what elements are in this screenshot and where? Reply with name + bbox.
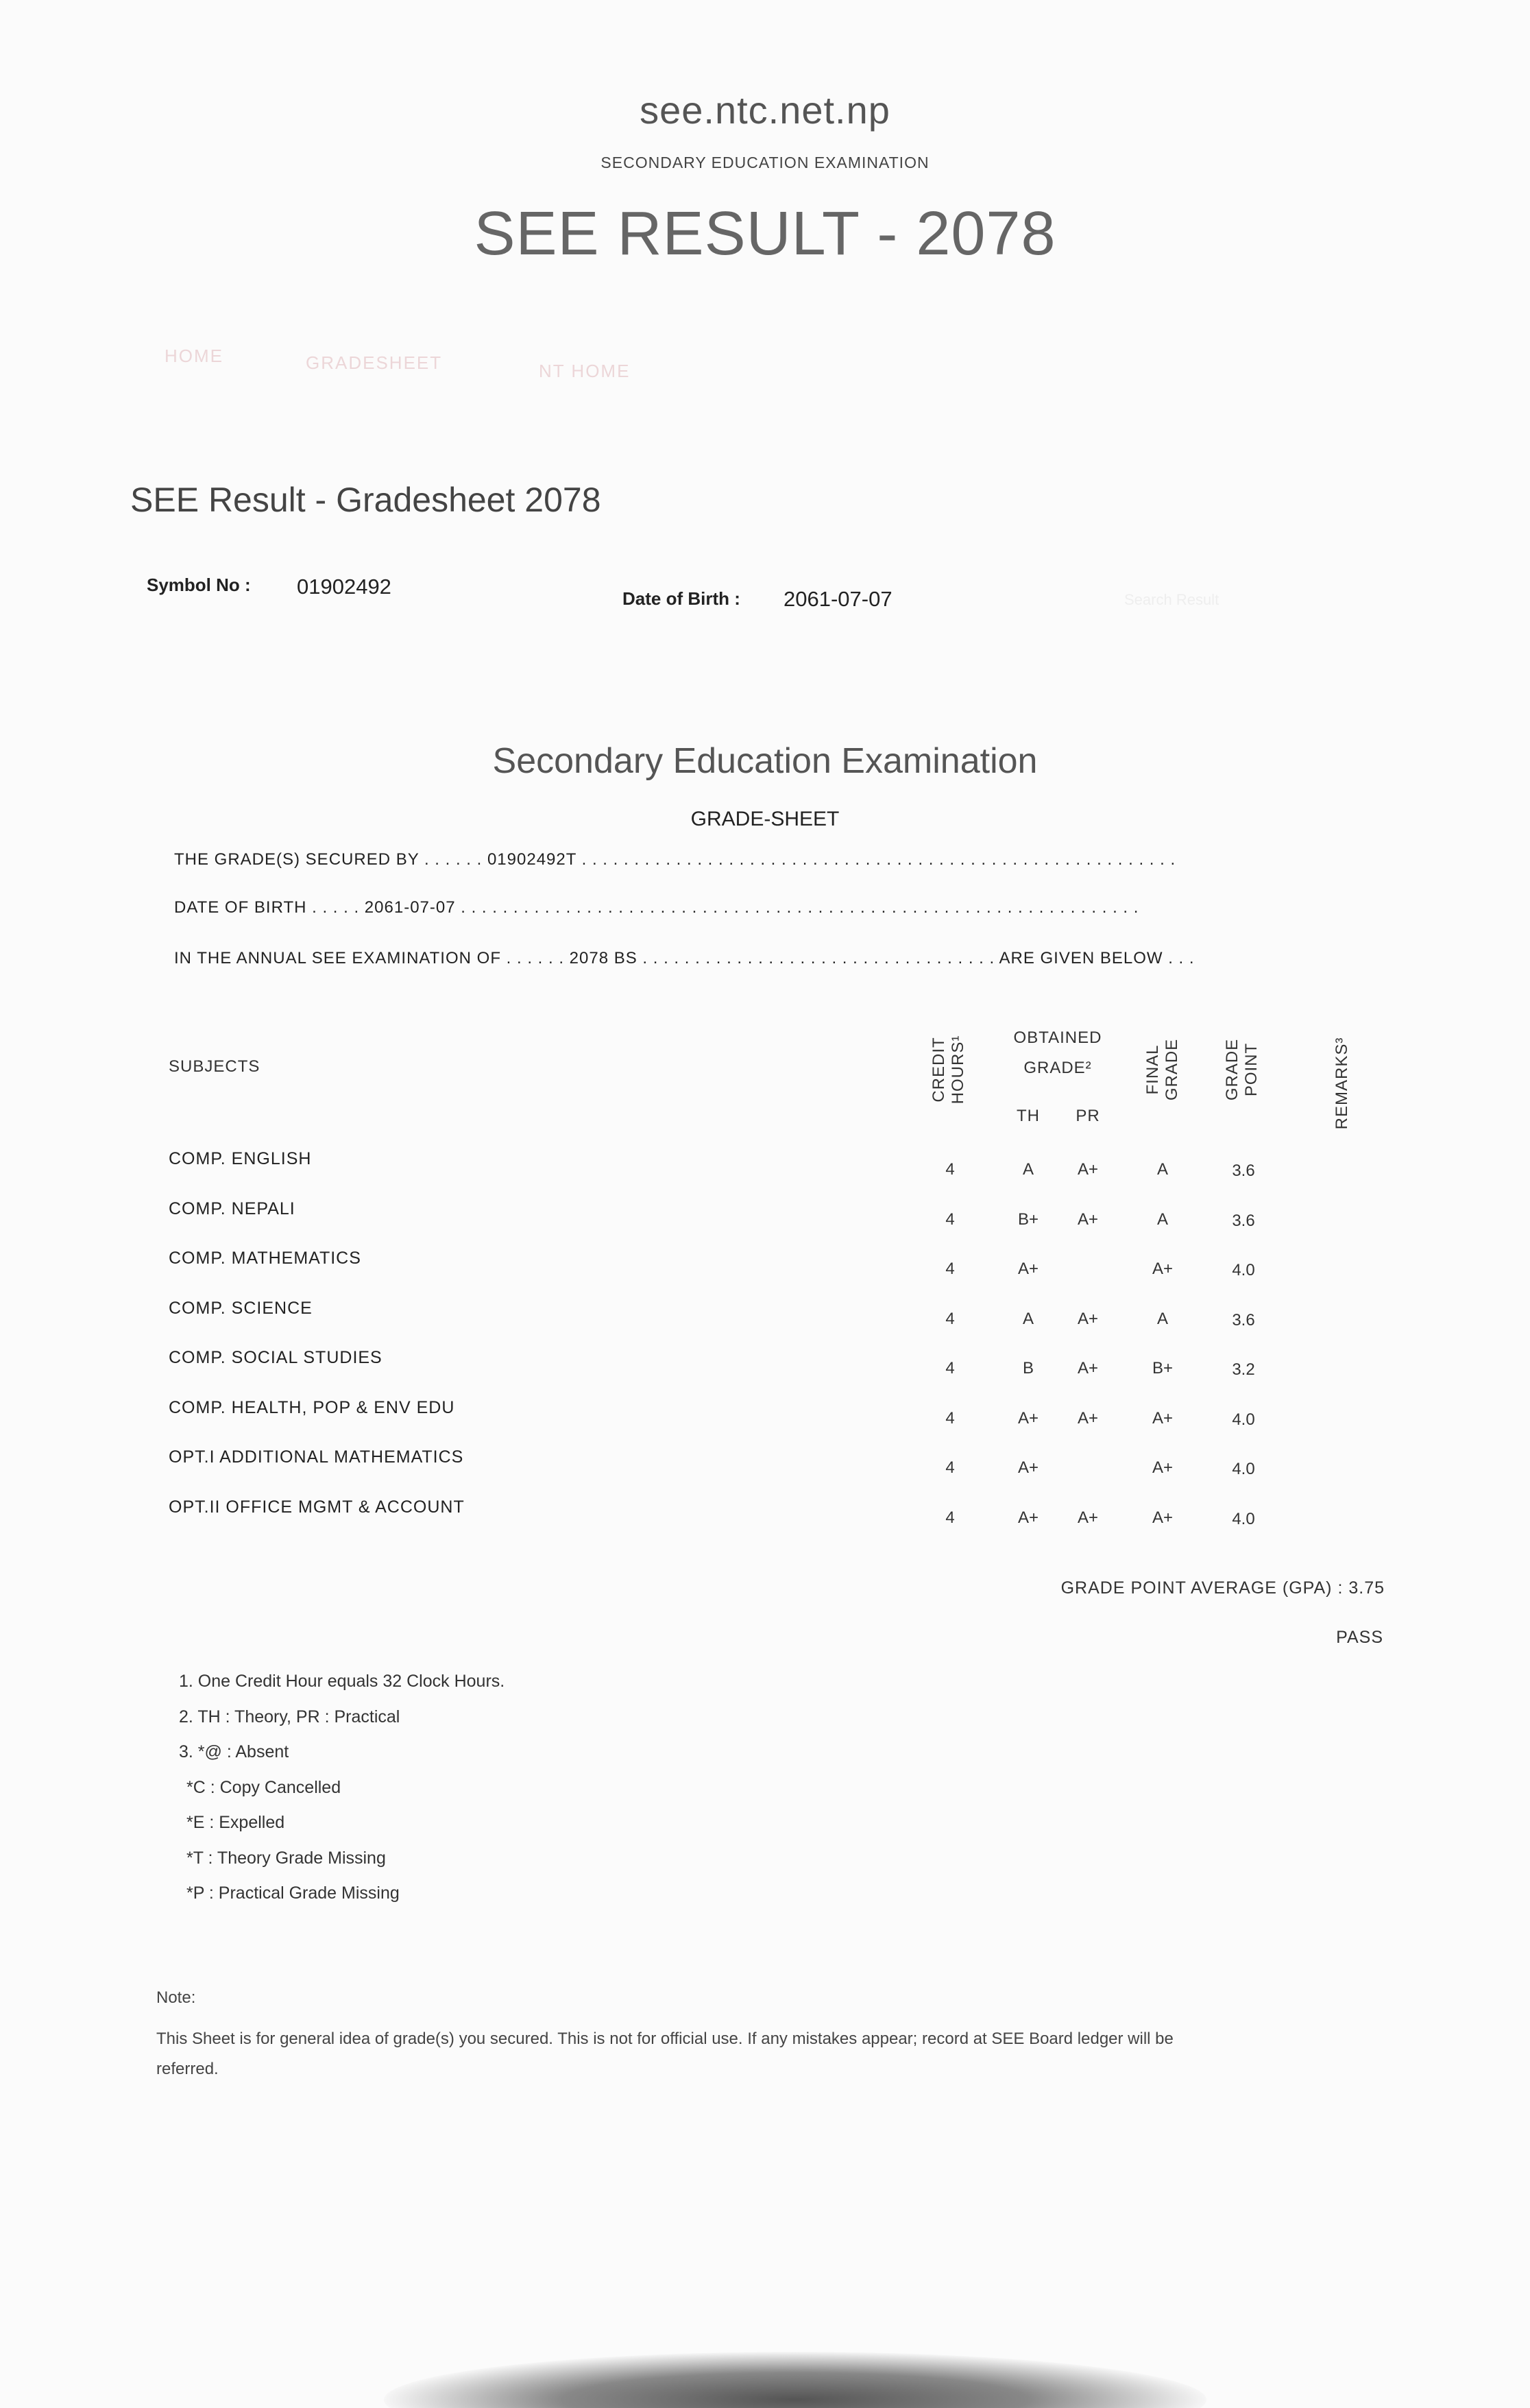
header-obtained: OBTAINED [1013, 1028, 1102, 1047]
theory-grade: B+ [1017, 1209, 1039, 1229]
subject-name: OPT.II OFFICE MGMT & ACCOUNT [169, 1497, 465, 1517]
footnote: 3. *@ : Absent [179, 1742, 289, 1761]
secured-by-line: THE GRADE(S) SECURED BY . . . . . . 01902492T . . . . . . . . . . . . . . . . . . . . . . . . . . . . . . . . . . . . . . . . . . . . . . . . . . . . . . . . . [174, 850, 1176, 869]
final-grade: A+ [1152, 1458, 1174, 1477]
practical-grade: A+ [1077, 1309, 1099, 1328]
practical-grade: A+ [1077, 1359, 1099, 1377]
theory-grade: A [1022, 1160, 1034, 1179]
credit-hours: 4 [945, 1458, 955, 1477]
dob-label: Date of Birth : [622, 588, 740, 609]
practical-grade: A+ [1077, 1508, 1099, 1527]
nav-nt-home[interactable]: NT HOME [539, 361, 631, 381]
final-grade: A [1156, 1160, 1169, 1179]
header-gp-point: POINT [1242, 1042, 1261, 1097]
header-grade-point [1223, 1039, 1261, 1100]
subject-name: COMP. ENGLISH [169, 1149, 312, 1168]
header-hours: HOURS¹ [949, 1035, 967, 1105]
note-label: Note: [156, 1988, 196, 2007]
page-title: SEE Result - Gradesheet 2078 [130, 481, 601, 519]
final-grade: B+ [1152, 1359, 1174, 1377]
exam-line: IN THE ANNUAL SEE EXAMINATION OF . . . . . . 2078 BS . . . . . . . . . . . . . . . . . . . . . . . . . . . . . . . . . . ARE GIVEN BELOW . . . [174, 949, 1195, 967]
final-grade: A+ [1152, 1508, 1174, 1527]
grade-point: 4.0 [1232, 1410, 1255, 1429]
nav-gradesheet[interactable]: GRADESHEET [306, 352, 443, 373]
symbol-label: Symbol No : [147, 575, 251, 595]
credit-hours: 4 [945, 1260, 955, 1278]
grade-point: 4.0 [1232, 1509, 1255, 1528]
header-pr: PR [1076, 1107, 1100, 1125]
practical-grade: A+ [1077, 1209, 1099, 1229]
sheet-title: Secondary Education Examination [492, 741, 1038, 781]
dob-input[interactable]: 2061-07-07 [784, 587, 892, 611]
grade-point: 3.2 [1232, 1360, 1255, 1379]
footnote: *P : Practical Grade Missing [186, 1883, 400, 1903]
gpa: GRADE POINT AVERAGE (GPA) : 3.75 [1060, 1578, 1385, 1598]
dob-line: DATE OF BIRTH . . . . . 2061-07-07 . . . . . . . . . . . . . . . . . . . . . . . . . . . . . . . . . . . . . . . . . . . . . . . . . . . . . . . . . . . . . . . . . [174, 898, 1139, 917]
grade-point: 3.6 [1232, 1161, 1255, 1180]
theory-grade: B [1022, 1359, 1034, 1377]
header-remarks: REMARKS³ [1333, 1037, 1351, 1130]
credit-hours: 4 [945, 1309, 955, 1328]
footnote: 1. One Credit Hour equals 32 Clock Hours. [179, 1672, 505, 1691]
theory-grade: A+ [1017, 1408, 1039, 1428]
credit-hours: 4 [945, 1508, 955, 1527]
sheet-subtitle: GRADE-SHEET [690, 808, 840, 830]
subject-name: COMP. SCIENCE [169, 1298, 313, 1318]
header-subjects: SUBJECTS [169, 1057, 260, 1076]
header-final-grade [1143, 1039, 1182, 1100]
result-status: PASS [1336, 1628, 1383, 1647]
theory-grade: A [1022, 1309, 1034, 1328]
header-credit: CREDIT [930, 1037, 948, 1103]
practical-grade: A+ [1077, 1160, 1099, 1179]
site-subtitle: SECONDARY EDUCATION EXAMINATION [600, 154, 930, 171]
credit-hours: 4 [945, 1160, 955, 1179]
final-grade: A+ [1152, 1408, 1174, 1428]
final-grade: A [1156, 1209, 1169, 1229]
header-final-grade-2: GRADE [1163, 1038, 1181, 1101]
practical-grade: A+ [1077, 1408, 1099, 1428]
footnote: *E : Expelled [186, 1813, 285, 1832]
subject-name: OPT.I ADDITIONAL MATHEMATICS [169, 1447, 464, 1467]
grade-point: 4.0 [1232, 1460, 1255, 1478]
site-url: see.ntc.net.np [640, 88, 890, 132]
header-credit-hours [930, 1035, 968, 1105]
subject-name: COMP. HEALTH, POP & ENV EDU [169, 1397, 455, 1417]
header-gp-grade: GRADE [1223, 1038, 1241, 1101]
theory-grade: A+ [1017, 1260, 1039, 1278]
theory-grade: A+ [1017, 1508, 1039, 1527]
footnote: *T : Theory Grade Missing [186, 1848, 386, 1868]
header-grade: GRADE² [1023, 1059, 1092, 1077]
grade-point: 3.6 [1232, 1211, 1255, 1230]
theory-grade: A+ [1017, 1458, 1039, 1477]
subject-name: COMP. NEPALI [169, 1199, 295, 1218]
footnote: *C : Copy Cancelled [186, 1777, 341, 1797]
final-grade: A+ [1152, 1260, 1174, 1278]
subject-name: COMP. MATHEMATICS [169, 1249, 361, 1268]
search-result-button[interactable]: Search Result [1124, 591, 1219, 608]
credit-hours: 4 [945, 1209, 955, 1229]
final-grade: A [1156, 1309, 1169, 1328]
note-text: This Sheet is for general idea of grade(s) you secured. This is not for official use. If any mistakes appear; record at SEE Board ledger will be [156, 2030, 1174, 2048]
site-title: SEE RESULT - 2078 [474, 200, 1056, 268]
header-th: TH [1017, 1107, 1040, 1125]
grade-point: 4.0 [1232, 1261, 1255, 1279]
subject-name: COMP. SOCIAL STUDIES [169, 1348, 382, 1367]
header-final: FINAL [1143, 1044, 1162, 1095]
photo-shadow [384, 2352, 1206, 2408]
credit-hours: 4 [945, 1408, 955, 1428]
note-text-cont: referred. [156, 2060, 219, 2078]
symbol-input[interactable]: 01902492 [297, 575, 391, 599]
credit-hours: 4 [945, 1359, 955, 1377]
nav-home[interactable]: HOME [165, 346, 223, 366]
footnote: 2. TH : Theory, PR : Practical [179, 1707, 400, 1726]
grade-point: 3.6 [1232, 1310, 1255, 1329]
